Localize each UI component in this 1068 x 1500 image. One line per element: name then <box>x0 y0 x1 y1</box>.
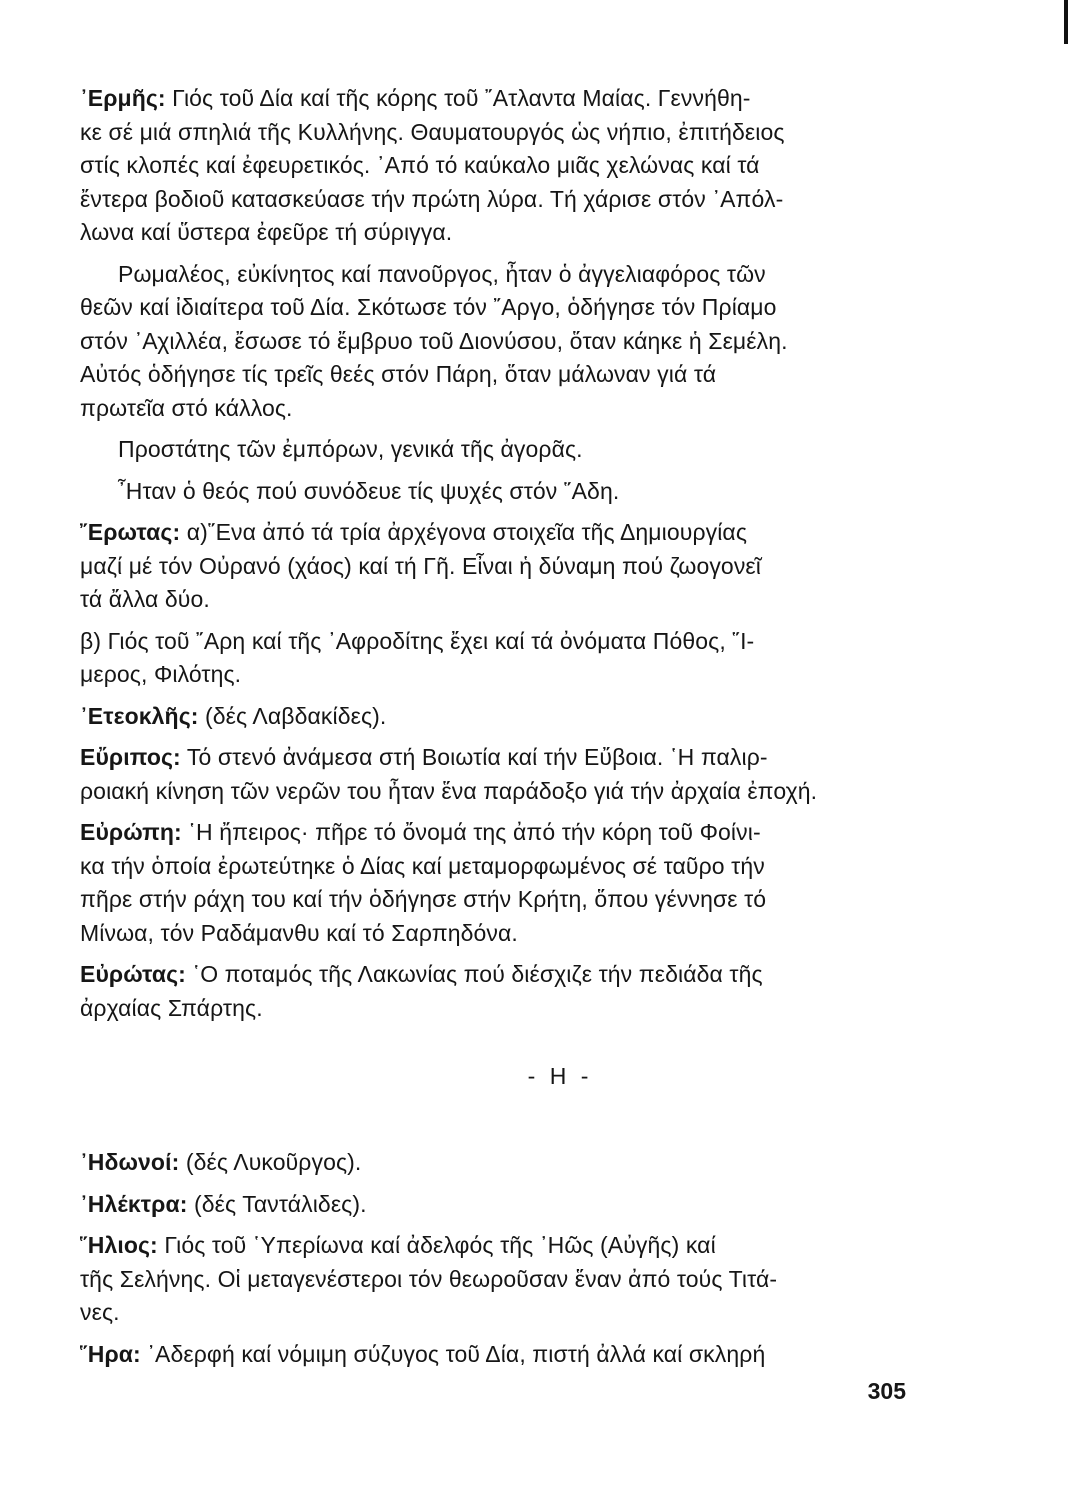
entry-line: α)῞Ενα ἀπό τά τρία ἀρχέγονα στοιχεῖα τῆς Δημιουργίας <box>186 519 748 545</box>
entry-paragraph <box>80 516 910 617</box>
entry-line: (δές Λυκοῦργος). <box>185 1149 362 1175</box>
entry-line: ῾Η ἤπειρος· πῆρε τό ὄνομά της ἀπό τήν κόρη τοῦ Φοίνι- <box>188 819 761 845</box>
entry-line: στόν ᾿Αχιλλέα, ἔσωσε τό ἔμβρυο τοῦ Διονύσου, ὅταν κάηκε ἡ Σεμέλη. <box>80 327 788 354</box>
entry-paragraph <box>80 816 910 950</box>
entry-paragraph <box>80 258 910 426</box>
entry-paragraph <box>80 1338 910 1372</box>
entry-line: Προστάτης τῶν ἐμπόρων, γενικά τῆς ἀγορᾶς. <box>118 436 583 462</box>
entry-term: ῎Ερωτας: <box>80 519 181 545</box>
entry-line: ροιακή κίνηση τῶν νερῶν του ἦταν ἕνα παράδοξο γιά τήν ἀρχαία ἐποχή. <box>80 777 818 804</box>
entry-line: ῾Ο ποταμός τῆς Λακωνίας πού διέσχιζε τήν πεδιάδα τῆς <box>192 961 763 987</box>
entry-paragraph <box>80 625 910 692</box>
entry-line: (δές Ταντάλιδες). <box>193 1190 367 1217</box>
page-edge-line <box>1064 0 1068 44</box>
entry-line: πῆρε στήν ράχη του καί τήν ὁδήγησε στήν Κρήτη, ὅπου γέννησε τό <box>80 886 767 912</box>
entry-line: ᾿Αδερφή καί νόμιμη σύζυγος τοῦ Δία, πιστή ἀλλά καί σκληρή <box>147 1340 766 1367</box>
entry-paragraph <box>80 1146 910 1180</box>
entry-line: νες. <box>80 1299 120 1325</box>
entry-line: κα τήν ὁποία ἐρωτεύτηκε ὁ Δίας καί μεταμορφωμένος σέ ταῦρο τήν <box>80 852 765 879</box>
entry-line: κε σέ μιά σπηλιά τῆς Κυλλήνης. Θαυματουργός ὡς νήπιο, ἐπιτήδειος <box>80 118 785 145</box>
letter-heading: - Η - <box>527 1063 593 1089</box>
entry-line: Γιός τοῦ Δία καί τῆς κόρης τοῦ ῎Ατλαντα Μαίας. Γεννήθη- <box>172 85 751 111</box>
entry-line: στίς κλοπές καί ἐφευρετικός. ᾿Από τό καύκαλο μιᾶς χελώνας καί τά <box>80 152 760 178</box>
entry-term: Εὔριπος: <box>80 744 181 770</box>
entry-paragraph <box>80 82 910 250</box>
entries-part2 <box>80 1146 910 1371</box>
entry-paragraph <box>80 1229 910 1330</box>
entry-line: (δές Λαβδακίδες). <box>205 702 387 729</box>
entry-line: μερος, Φιλότης. <box>80 661 242 687</box>
entry-line: τά ἄλλα δύο. <box>80 586 210 612</box>
entry-line: ῏Ηταν ὁ θεός πού συνόδευε τίς ψυχές στόν ῞Αδη. <box>118 477 620 504</box>
entry-line: Αὐτός ὁδήγησε τίς τρεῖς θεές στόν Πάρη, ὅταν μάλωναν γιά τά <box>80 361 717 387</box>
entry-line: θεῶν καί ἰδιαίτερα τοῦ Δία. Σκότωσε τόν ῎Αργο, ὁδήγησε τόν Πρίαμο <box>80 294 777 320</box>
entry-paragraph <box>80 741 910 808</box>
entry-line: β) Γιός τοῦ ῎Αρη καί τῆς ᾿Αφροδίτης ἔχει καί τά ὀνόματα Πόθος, ῞Ι- <box>80 627 755 654</box>
entry-term: ᾿Ετεοκλῆς: <box>80 702 199 729</box>
entry-line: τῆς Σελήνης. Οἱ μεταγενέστεροι τόν θεωροῦσαν ἕναν ἀπό τούς Τιτά- <box>80 1265 778 1292</box>
entry-term: ᾿Ηλέκτρα: <box>80 1190 188 1217</box>
entry-line: Γιός τοῦ ῾Υπερίωνα καί ἀδελφός τῆς ᾿Ηῶς (Αὐγῆς) καί <box>164 1232 716 1258</box>
entry-line: Τό στενό ἀνάμεσα στή Βοιωτία καί τήν Εὔβοια. ῾Η παλιρ- <box>186 744 768 770</box>
entry-paragraph <box>80 700 910 734</box>
entries-part1 <box>80 82 910 1025</box>
entry-paragraph <box>80 958 910 1025</box>
entry-line: Μίνωα, τόν Ραδάμανθυ καί τό Σαρπηδόνα. <box>80 919 518 946</box>
entry-term: ῞Ηλιος: <box>80 1232 158 1258</box>
entry-line: λωνα καί ὕστερα ἐφεῦρε τή σύριγγα. <box>80 219 453 245</box>
entry-term: ῞Ηρα: <box>80 1340 141 1367</box>
entry-term: Εὐρώτας: <box>80 961 186 987</box>
entry-paragraph <box>80 475 910 509</box>
entry-line: ἀρχαίας Σπάρτης. <box>80 994 263 1021</box>
entry-paragraph <box>80 1188 910 1222</box>
entry-line: μαζί μέ τόν Οὐρανό (χάος) καί τή Γῆ. Εἶναι ἡ δύναμη πού ζωογονεῖ <box>80 552 761 579</box>
dictionary-page <box>80 82 910 1379</box>
entry-line: πρωτεῖα στό κάλλος. <box>80 394 293 421</box>
page-number: 305 <box>867 1378 906 1404</box>
entry-term: ᾿Ερμῆς: <box>80 85 166 111</box>
entry-term: Εὐρώπη: <box>80 819 182 845</box>
entry-line: Ρωμαλέος, εὐκίνητος καί πανοῦργος, ἦταν ὁ ἀγγελιαφόρος τῶν <box>118 260 766 287</box>
entry-term: ᾿Ηδωνοί: <box>80 1149 180 1175</box>
entry-line: ἔντερα βοδιοῦ κατασκεύασε τήν πρώτη λύρα. Τή χάρισε στόν ᾿Απόλ- <box>80 185 784 212</box>
entry-paragraph <box>80 433 910 467</box>
